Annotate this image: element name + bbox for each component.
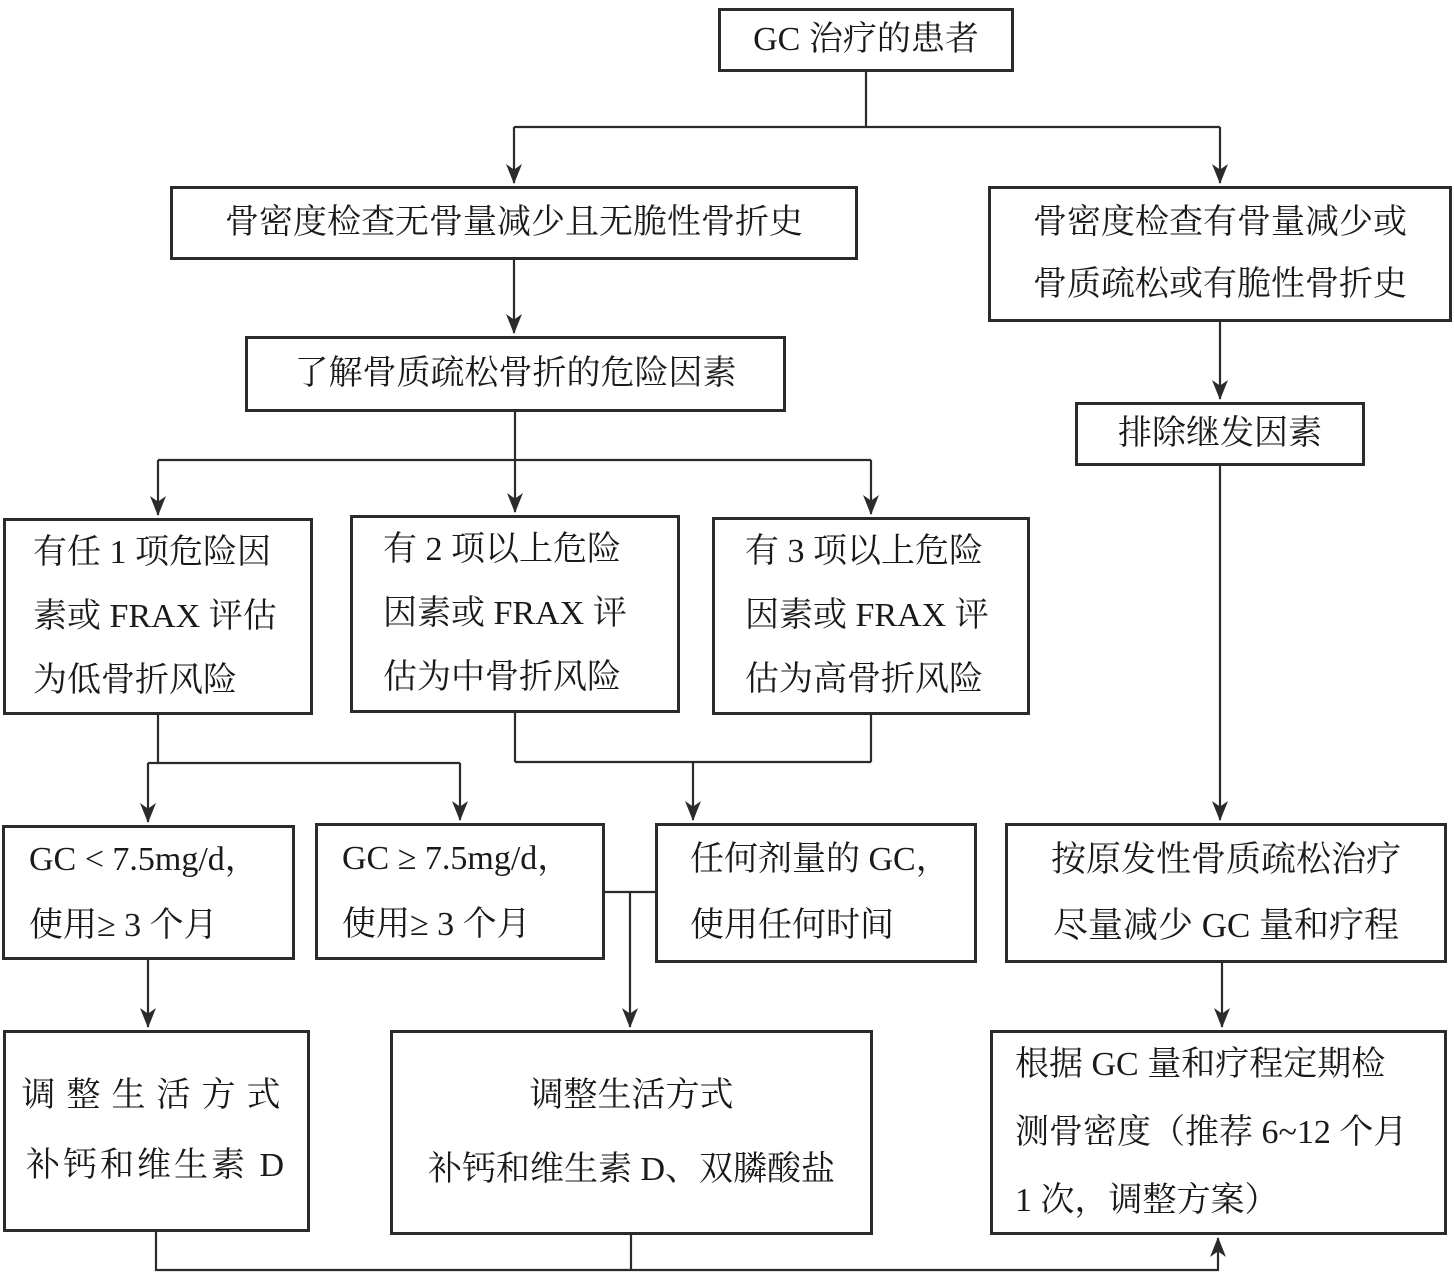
node-lifestyle-calcium-d-bisphosphonate <box>390 1030 873 1235</box>
edge-risk-split <box>158 412 871 460</box>
node-primary-treatment <box>1005 823 1447 963</box>
node-risk-low-line: 有任 1 项危险因 <box>33 533 271 571</box>
node-exclude-secondary <box>1075 402 1365 466</box>
node-monitor-bmd-line: 根据 GC 量和疗程定期检 <box>1015 1045 1386 1083</box>
node-risk-mid-line: 有 2 项以上危险 <box>383 531 621 568</box>
node-bmd-loss-line: 骨质疏松或有脆性骨折史 <box>1033 266 1407 303</box>
node-gc-low-dose <box>2 825 295 960</box>
node-risk-mid-line: 因素或 FRAX 评 <box>383 595 627 632</box>
node-gc-any-dose-line: 任何剂量的 GC， <box>690 841 950 878</box>
edge-risk-low-split <box>148 715 460 763</box>
node-risk-low-line: 素或 FRAX 评估 <box>33 597 277 635</box>
node-risk-high-line: 有 3 项以上危险 <box>745 533 983 570</box>
node-lifestyle-calcium-d <box>3 1030 310 1232</box>
node-exclude-secondary-text: 排除继发因素 <box>1118 415 1322 452</box>
node-lifestyle-calcium-d-line: 调整生活方式 <box>21 1077 292 1114</box>
node-risk-high-line: 估为高骨折风险 <box>745 661 983 698</box>
edge-root-split <box>514 72 1220 127</box>
node-risk-low <box>3 518 313 715</box>
edge-bottom-to-monitor <box>156 1232 1218 1270</box>
node-monitor-bmd-line: 1 次，调整方案） <box>1015 1181 1279 1219</box>
node-root <box>718 8 1014 72</box>
node-risk-mid-line: 估为中骨折风险 <box>383 659 621 696</box>
node-risk-low-line: 为低骨折风险 <box>33 661 237 699</box>
node-gc-high-dose-line: GC ≥ 7.5mg/d， <box>342 839 572 877</box>
node-primary-treatment-line: 尽量减少 GC 量和疗程 <box>1052 906 1400 945</box>
node-risk-high-line: 因素或 FRAX 评 <box>745 597 989 634</box>
node-primary-treatment-line: 按原发性骨质疏松治疗 <box>1050 840 1401 879</box>
node-lifestyle-bis-line: 补钙和维生素 D、双膦酸盐 <box>427 1150 836 1188</box>
node-bmd-no-loss <box>170 186 858 260</box>
node-gc-high-dose <box>315 823 605 960</box>
node-gc-high-dose-line: 使用≥ 3 个月 <box>342 905 531 943</box>
node-root-text: GC 治疗的患者 <box>753 21 979 58</box>
node-gc-any-dose <box>655 823 977 963</box>
node-lifestyle-calcium-d-line: 补钙和维生素 D <box>25 1147 288 1184</box>
node-gc-any-dose-line: 使用任何时间 <box>690 907 894 944</box>
node-risk-high <box>712 517 1030 715</box>
node-gc-low-dose-line: 使用≥ 3 个月 <box>29 906 218 944</box>
node-monitor-bmd <box>990 1030 1447 1235</box>
node-bmd-loss <box>988 186 1452 322</box>
node-risk-factors-text: 了解骨质疏松骨折的危险因素 <box>294 355 737 392</box>
node-bmd-no-loss-text: 骨密度检查无骨量减少且无脆性骨折史 <box>225 204 803 241</box>
node-monitor-bmd-line: 测骨密度（推荐 6~12 个月 <box>1015 1113 1408 1151</box>
node-lifestyle-bis-line: 调整生活方式 <box>529 1076 734 1114</box>
node-gc-low-dose-line: GC < 7.5mg/d， <box>29 840 259 878</box>
node-bmd-loss-line: 骨密度检查有骨量减少或 <box>1033 204 1407 241</box>
node-risk-factors <box>245 336 786 412</box>
edge-risk-mid-high-merge <box>515 713 871 762</box>
node-risk-mid <box>350 515 680 713</box>
